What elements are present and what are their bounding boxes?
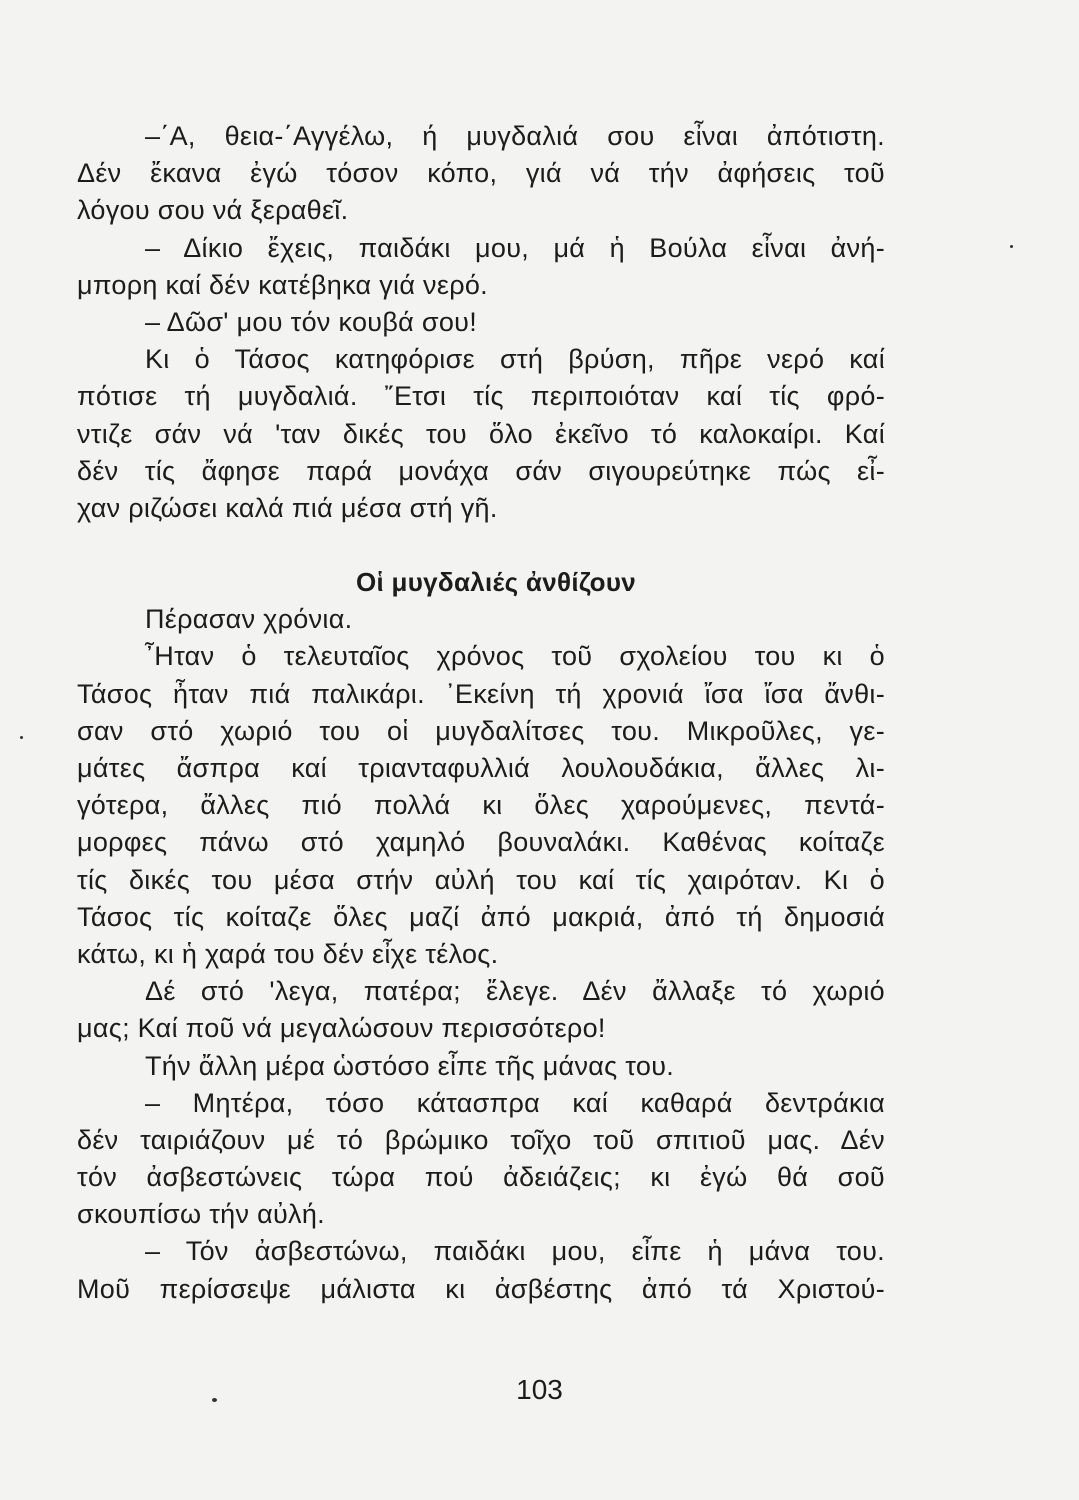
ink-speck	[20, 736, 23, 739]
text-line: ῏Ηταν ὁ τελευταῖος χρόνος τοῦ σχολείου του κι ὁ	[145, 641, 885, 672]
text-line: – Μητέρα, τόσο κάτασπρα καί καθαρά δεντράκια	[145, 1087, 885, 1118]
text-line: – Δῶσ' μου τόν κουβά σου!	[145, 306, 478, 337]
paragraph	[77, 304, 885, 341]
text-line: τίς δικές του μέσα στήν αὐλή του καί τίς χαιρόταν. Κι ὁ	[77, 864, 885, 895]
text-line: τόν ἀσβεστώνεις τώρα πού ἀδειάζεις; κι ἐγώ θά σοῦ	[77, 1162, 885, 1193]
text-line: ντιζε σάν νά 'ταν δικές του ὅλο ἐκεῖνο τό καλοκαίρι. Καί	[77, 418, 885, 449]
text-line: Δέ στό 'λεγα, πατέρα; ἔλεγε. Δέν ἄλλαξε τό χωριό	[145, 976, 885, 1007]
text-line: – Δίκιο ἔχεις, παιδάκι μου, μά ἡ Βούλα εἶναι ἀνή-	[145, 232, 885, 263]
text-line: λόγου σου νά ξεραθεῖ.	[77, 195, 349, 226]
text-line: Μοῦ περίσσεψε μάλιστα κι ἀσβέστης ἀπό τά Χριστού-	[77, 1273, 885, 1304]
paragraph	[77, 1233, 885, 1307]
ink-speck	[1010, 245, 1013, 248]
paragraph	[77, 973, 885, 1047]
text-line: δέν ταιριάζουν μέ τό βρώμικο τοῖχο τοῦ σπιτιοῦ μας. Δέν	[77, 1124, 885, 1155]
text-line: –΄Α, θεια-΄Αγγέλω, ή μυγδαλιά σου εἶναι ἀπότιστη.	[145, 121, 885, 151]
paragraph	[77, 638, 885, 973]
text-line: κάτω, κι ἡ χαρά του δέν εἶχε τέλος.	[77, 938, 499, 969]
text-line: δέν τίς ἄφησε παρά μονάχα σάν σιγουρεύτηκε πώς εἶ-	[77, 455, 885, 486]
paragraph	[77, 118, 885, 230]
page-number: 103	[516, 1374, 563, 1405]
text-line: μπορη καί δέν κατέβηκα γιά νερό.	[77, 269, 488, 300]
text-line: Τάσος τίς κοίταζε ὅλες μαζί ἀπό μακριά, ἀπό τή δημοσιά	[77, 901, 885, 932]
text-line: σαν στό χωριό του οἱ μυγδαλίτσες του. Μικροῦλες, γε-	[77, 715, 885, 746]
text-line: σκουπίσω τήν αὐλή.	[77, 1199, 325, 1230]
text-line: Κι ὁ Τάσος κατηφόρισε στή βρύση, πῆρε νερό καί	[145, 344, 885, 375]
paragraph	[77, 230, 885, 304]
text-line: γότερα, ἄλλες πιό πολλά κι ὅλες χαρούμενες, πεντά-	[77, 790, 885, 821]
text-line: Δέν ἔκανα ἐγώ τόσον κόπο, γιά νά τήν ἀφήσεις τοῦ	[77, 158, 885, 189]
text-line: Τήν ἄλλη μέρα ὡστόσο εἶπε τῆς μάνας του.	[145, 1050, 675, 1081]
paragraph	[77, 1048, 885, 1085]
text-line: πότισε τή μυγδαλιά. ῎Ετσι τίς περιποιόταν καί τίς φρό-	[77, 381, 885, 412]
paragraph	[77, 341, 885, 527]
paragraph	[77, 601, 885, 638]
text-line: Τάσος ἦταν πιά παλικάρι. ᾿Εκείνη τή χρονιά ἴσα ἴσα ἄνθι-	[77, 678, 885, 709]
section-heading: Οἱ μυγδαλιές ἀνθίζουν	[355, 567, 637, 598]
text-line: χαν ριζώσει καλά πιά μέσα στή γῆ.	[77, 492, 498, 523]
text-line: Πέρασαν χρόνια.	[145, 604, 353, 635]
text-line: μάτες ἄσπρα καί τριανταφυλλιά λουλουδάκια, ἄλλες λι-	[77, 753, 885, 783]
text-line: μας; Καί ποῦ νά μεγαλώσουν περισσότερο!	[77, 1013, 606, 1044]
body-text	[77, 118, 885, 1308]
text-line: μορφες πάνω στό χαμηλό βουναλάκι. Καθένας κοίταζε	[77, 827, 885, 858]
paragraph	[77, 1085, 885, 1234]
text-line: – Τόν ἀσβεστώνω, παιδάκι μου, εἶπε ἡ μάνα του.	[145, 1236, 885, 1267]
